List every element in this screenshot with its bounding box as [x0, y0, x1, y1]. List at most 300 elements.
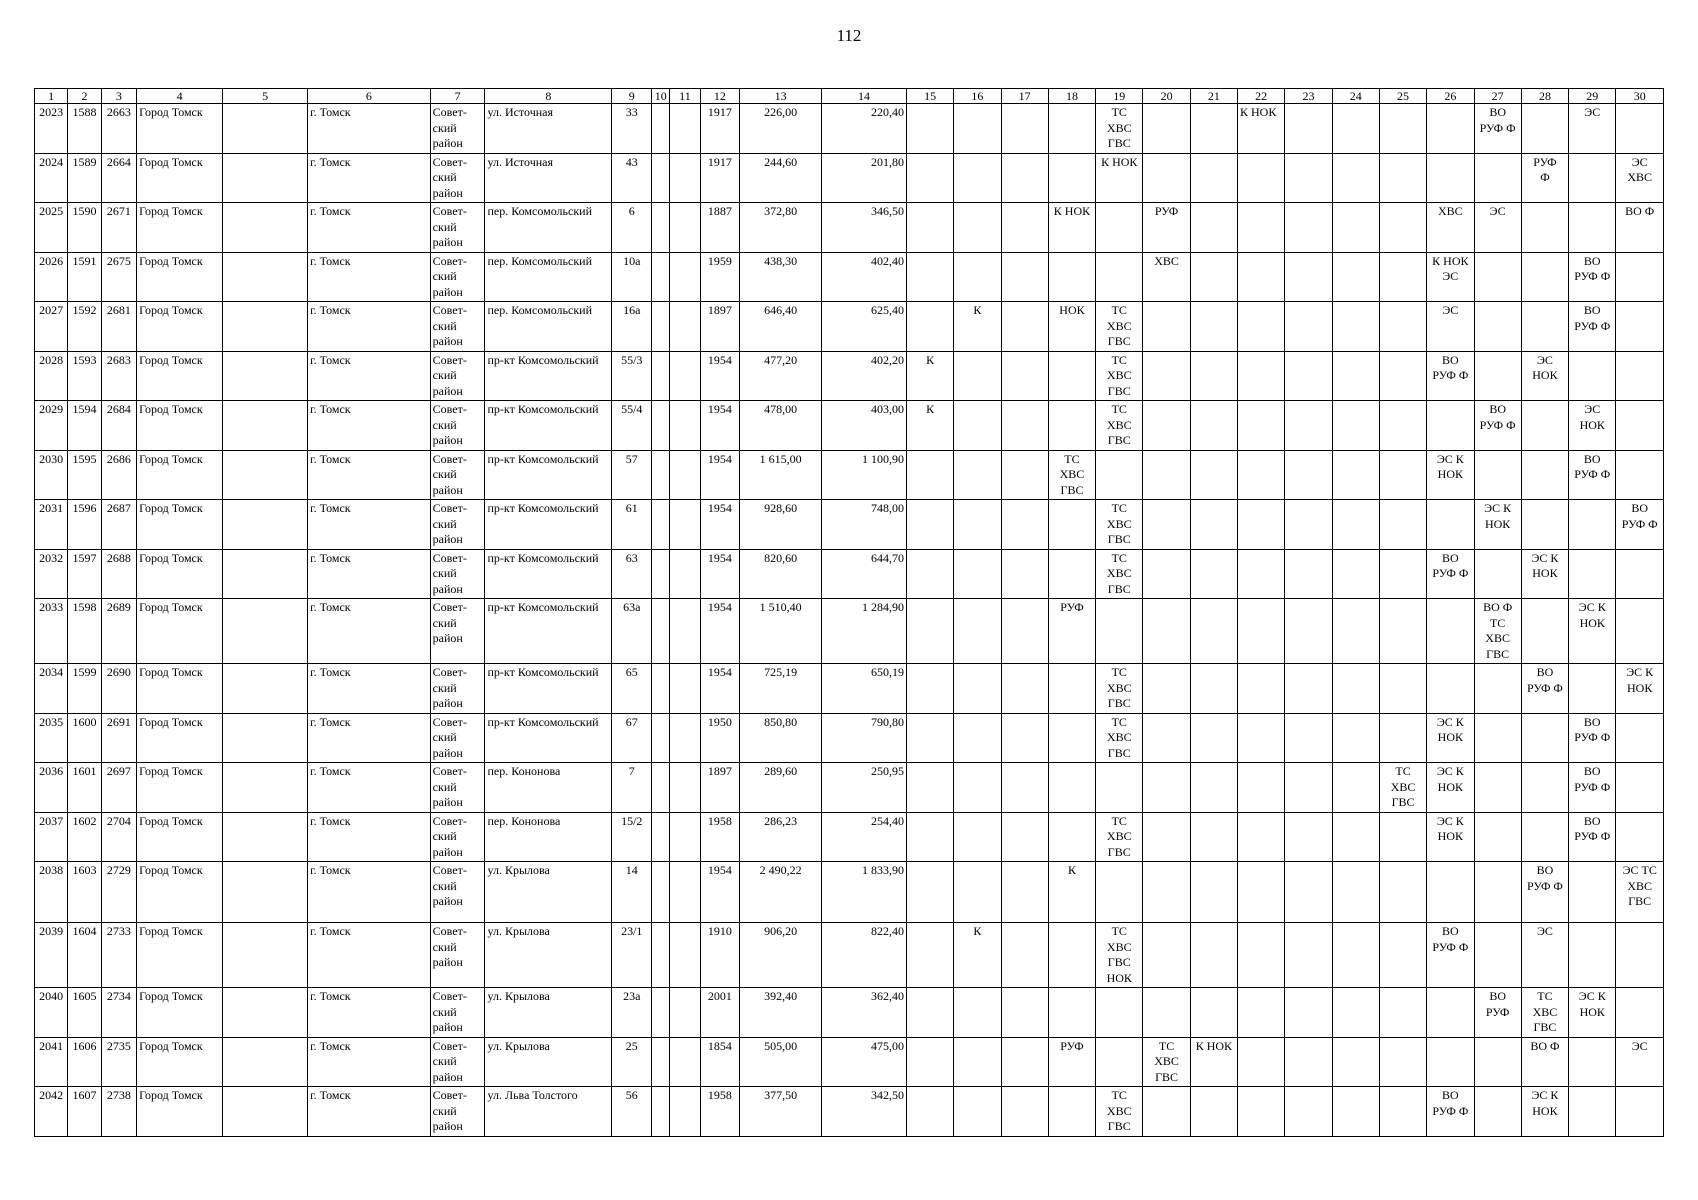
cell-col-7: Совет- ский район: [430, 713, 485, 763]
cell-col-21: [1190, 1087, 1237, 1137]
cell-col-23: [1285, 713, 1332, 763]
column-header-30: 30: [1616, 89, 1664, 104]
cell-col-1: 2029: [35, 401, 68, 451]
cell-col-17: [1001, 203, 1048, 253]
cell-col-12: 1954: [700, 599, 740, 664]
cell-col-29: [1569, 203, 1616, 253]
cell-col-25: [1379, 1037, 1426, 1087]
cell-col-14: 250,95: [822, 763, 907, 813]
cell-col-10: [652, 153, 670, 203]
cell-col-26: [1427, 401, 1474, 451]
cell-col-18: [1048, 401, 1095, 451]
cell-col-13: 646,40: [740, 302, 822, 352]
table-row: [35, 549, 1664, 599]
cell-col-16: [954, 1087, 1001, 1137]
cell-col-4: Город Томск: [137, 599, 223, 664]
cell-col-2: 1598: [68, 599, 101, 664]
cell-col-13: 850,80: [740, 713, 822, 763]
table-row: [35, 599, 1664, 664]
cell-col-24: [1332, 1087, 1379, 1137]
cell-col-21: [1190, 812, 1237, 862]
cell-col-6: г. Томск: [308, 1037, 431, 1087]
cell-col-11: [670, 988, 700, 1038]
cell-col-10: [652, 988, 670, 1038]
cell-col-14: 625,40: [822, 302, 907, 352]
cell-col-3: 2735: [101, 1037, 136, 1087]
column-header-9: 9: [612, 89, 652, 104]
cell-col-8: пр-кт Комсомольский: [485, 500, 612, 550]
cell-col-4: Город Томск: [137, 203, 223, 253]
cell-col-3: 2729: [101, 862, 136, 923]
cell-col-30: [1616, 302, 1664, 352]
table-row: [35, 500, 1664, 550]
cell-col-5: [223, 1087, 308, 1137]
table-row: [35, 302, 1664, 352]
cell-col-13: 244,60: [740, 153, 822, 203]
cell-col-19: ТС ХВС ГВС: [1096, 1087, 1143, 1137]
cell-col-17: [1001, 252, 1048, 302]
cell-col-5: [223, 923, 308, 988]
cell-col-21: [1190, 450, 1237, 500]
cell-col-13: 289,60: [740, 763, 822, 813]
cell-col-22: [1238, 812, 1285, 862]
cell-col-20: [1143, 763, 1190, 813]
column-header-13: 13: [740, 89, 822, 104]
cell-col-19: [1096, 988, 1143, 1038]
cell-col-2: 1601: [68, 763, 101, 813]
cell-col-18: [1048, 923, 1095, 988]
cell-col-10: [652, 252, 670, 302]
cell-col-14: 403,00: [822, 401, 907, 451]
cell-col-5: [223, 351, 308, 401]
cell-col-23: [1285, 599, 1332, 664]
cell-col-20: [1143, 862, 1190, 923]
cell-col-12: 1954: [700, 450, 740, 500]
cell-col-9: 16а: [612, 302, 652, 352]
cell-col-13: 1 615,00: [740, 450, 822, 500]
cell-col-15: [906, 450, 953, 500]
cell-col-8: ул. Крылова: [485, 988, 612, 1038]
cell-col-13: 377,50: [740, 1087, 822, 1137]
cell-col-26: ВО РУФ Ф: [1427, 351, 1474, 401]
cell-col-27: [1474, 1037, 1521, 1087]
cell-col-22: [1238, 923, 1285, 988]
cell-col-1: 2038: [35, 862, 68, 923]
cell-col-2: 1596: [68, 500, 101, 550]
table-row: [35, 713, 1664, 763]
cell-col-15: [906, 923, 953, 988]
cell-col-5: [223, 401, 308, 451]
table-row: [35, 988, 1664, 1038]
cell-col-3: 2733: [101, 923, 136, 988]
cell-col-1: 2035: [35, 713, 68, 763]
cell-col-28: ВО Ф: [1521, 1037, 1568, 1087]
cell-col-6: г. Томск: [308, 252, 431, 302]
cell-col-26: [1427, 599, 1474, 664]
cell-col-4: Город Томск: [137, 549, 223, 599]
cell-col-18: К НОК: [1048, 203, 1095, 253]
cell-col-16: [954, 500, 1001, 550]
cell-col-24: [1332, 252, 1379, 302]
cell-col-25: [1379, 104, 1426, 154]
cell-col-28: [1521, 500, 1568, 550]
column-header-12: 12: [700, 89, 740, 104]
table-row: [35, 923, 1664, 988]
cell-col-8: пр-кт Комсомольский: [485, 664, 612, 714]
cell-col-3: 2690: [101, 664, 136, 714]
cell-col-7: Совет- ский район: [430, 450, 485, 500]
cell-col-18: [1048, 252, 1095, 302]
cell-col-13: 286,23: [740, 812, 822, 862]
cell-col-28: [1521, 252, 1568, 302]
cell-col-25: [1379, 862, 1426, 923]
cell-col-8: пер. Кононова: [485, 812, 612, 862]
cell-col-5: [223, 450, 308, 500]
table-row: [35, 401, 1664, 451]
cell-col-16: [954, 763, 1001, 813]
header-row: [35, 89, 1664, 104]
cell-col-25: [1379, 664, 1426, 714]
cell-col-18: [1048, 549, 1095, 599]
cell-col-9: 56: [612, 1087, 652, 1137]
cell-col-17: [1001, 988, 1048, 1038]
table-row: [35, 763, 1664, 813]
cell-col-7: Совет- ский район: [430, 351, 485, 401]
cell-col-15: [906, 302, 953, 352]
cell-col-18: [1048, 713, 1095, 763]
cell-col-21: [1190, 664, 1237, 714]
cell-col-10: [652, 104, 670, 154]
cell-col-14: 790,80: [822, 713, 907, 763]
cell-col-25: [1379, 252, 1426, 302]
table-row: [35, 664, 1664, 714]
cell-col-30: [1616, 104, 1664, 154]
cell-col-6: г. Томск: [308, 713, 431, 763]
cell-col-7: Совет- ский район: [430, 401, 485, 451]
column-header-19: 19: [1096, 89, 1143, 104]
cell-col-30: [1616, 988, 1664, 1038]
cell-col-25: [1379, 500, 1426, 550]
cell-col-18: [1048, 812, 1095, 862]
cell-col-12: 1887: [700, 203, 740, 253]
cell-col-9: 55/4: [612, 401, 652, 451]
cell-col-4: Город Томск: [137, 500, 223, 550]
cell-col-24: [1332, 988, 1379, 1038]
cell-col-23: [1285, 153, 1332, 203]
cell-col-27: [1474, 549, 1521, 599]
cell-col-3: 2663: [101, 104, 136, 154]
cell-col-21: [1190, 153, 1237, 203]
cell-col-16: [954, 812, 1001, 862]
cell-col-30: ВО РУФ Ф: [1616, 500, 1664, 550]
cell-col-9: 63а: [612, 599, 652, 664]
column-header-5: 5: [223, 89, 308, 104]
cell-col-25: [1379, 812, 1426, 862]
column-header-26: 26: [1427, 89, 1474, 104]
cell-col-1: 2041: [35, 1037, 68, 1087]
cell-col-16: [954, 401, 1001, 451]
cell-col-9: 7: [612, 763, 652, 813]
cell-col-14: 650,19: [822, 664, 907, 714]
cell-col-10: [652, 302, 670, 352]
cell-col-3: 2689: [101, 599, 136, 664]
cell-col-7: Совет- ский район: [430, 252, 485, 302]
cell-col-6: г. Томск: [308, 549, 431, 599]
cell-col-9: 43: [612, 153, 652, 203]
cell-col-22: [1238, 1037, 1285, 1087]
cell-col-19: ТС ХВС ГВС: [1096, 302, 1143, 352]
cell-col-18: [1048, 664, 1095, 714]
cell-col-5: [223, 713, 308, 763]
cell-col-27: ВО РУФ: [1474, 988, 1521, 1038]
cell-col-2: 1599: [68, 664, 101, 714]
cell-col-1: 2028: [35, 351, 68, 401]
cell-col-11: [670, 500, 700, 550]
cell-col-24: [1332, 549, 1379, 599]
cell-col-3: 2738: [101, 1087, 136, 1137]
cell-col-23: [1285, 401, 1332, 451]
cell-col-9: 55/3: [612, 351, 652, 401]
cell-col-4: Город Томск: [137, 302, 223, 352]
cell-col-22: [1238, 450, 1285, 500]
cell-col-15: [906, 763, 953, 813]
cell-col-17: [1001, 500, 1048, 550]
cell-col-23: [1285, 549, 1332, 599]
cell-col-8: ул. Источная: [485, 104, 612, 154]
cell-col-7: Совет- ский район: [430, 812, 485, 862]
cell-col-27: [1474, 1087, 1521, 1137]
cell-col-30: [1616, 252, 1664, 302]
cell-col-8: ул. Крылова: [485, 923, 612, 988]
cell-col-28: РУФ Ф: [1521, 153, 1568, 203]
cell-col-4: Город Томск: [137, 450, 223, 500]
cell-col-7: Совет- ский район: [430, 500, 485, 550]
cell-col-7: Совет- ский район: [430, 104, 485, 154]
cell-col-1: 2024: [35, 153, 68, 203]
cell-col-7: Совет- ский район: [430, 862, 485, 923]
cell-col-22: [1238, 153, 1285, 203]
cell-col-25: [1379, 401, 1426, 451]
cell-col-23: [1285, 923, 1332, 988]
cell-col-5: [223, 500, 308, 550]
cell-col-13: 478,00: [740, 401, 822, 451]
cell-col-20: [1143, 500, 1190, 550]
cell-col-7: Совет- ский район: [430, 302, 485, 352]
column-header-8: 8: [485, 89, 612, 104]
cell-col-23: [1285, 763, 1332, 813]
cell-col-16: [954, 1037, 1001, 1087]
cell-col-17: [1001, 401, 1048, 451]
cell-col-20: [1143, 812, 1190, 862]
cell-col-1: 2039: [35, 923, 68, 988]
cell-col-14: 822,40: [822, 923, 907, 988]
cell-col-11: [670, 923, 700, 988]
cell-col-29: [1569, 153, 1616, 203]
cell-col-30: [1616, 812, 1664, 862]
cell-col-23: [1285, 862, 1332, 923]
cell-col-29: [1569, 664, 1616, 714]
cell-col-22: [1238, 549, 1285, 599]
cell-col-4: Город Томск: [137, 1037, 223, 1087]
cell-col-2: 1591: [68, 252, 101, 302]
cell-col-17: [1001, 599, 1048, 664]
table-row: [35, 1037, 1664, 1087]
cell-col-26: ЭС К НОК: [1427, 812, 1474, 862]
cell-col-26: [1427, 1037, 1474, 1087]
cell-col-5: [223, 988, 308, 1038]
cell-col-26: ВО РУФ Ф: [1427, 923, 1474, 988]
cell-col-8: пр-кт Комсомольский: [485, 713, 612, 763]
cell-col-25: [1379, 203, 1426, 253]
cell-col-29: ЭС К НОК: [1569, 599, 1616, 664]
cell-col-11: [670, 862, 700, 923]
cell-col-8: ул. Источная: [485, 153, 612, 203]
cell-col-14: 342,50: [822, 1087, 907, 1137]
column-header-25: 25: [1379, 89, 1426, 104]
cell-col-22: [1238, 763, 1285, 813]
cell-col-10: [652, 664, 670, 714]
cell-col-13: 928,60: [740, 500, 822, 550]
column-header-15: 15: [906, 89, 953, 104]
cell-col-18: [1048, 1087, 1095, 1137]
cell-col-25: [1379, 302, 1426, 352]
cell-col-29: ЭС К НОК: [1569, 988, 1616, 1038]
cell-col-23: [1285, 104, 1332, 154]
cell-col-30: [1616, 713, 1664, 763]
cell-col-9: 6: [612, 203, 652, 253]
cell-col-15: К: [906, 401, 953, 451]
cell-col-11: [670, 713, 700, 763]
cell-col-9: 57: [612, 450, 652, 500]
cell-col-16: [954, 713, 1001, 763]
table-row: [35, 450, 1664, 500]
cell-col-21: [1190, 252, 1237, 302]
cell-col-10: [652, 401, 670, 451]
cell-col-20: [1143, 1087, 1190, 1137]
column-header-27: 27: [1474, 89, 1521, 104]
cell-col-29: [1569, 500, 1616, 550]
cell-col-24: [1332, 153, 1379, 203]
cell-col-22: [1238, 351, 1285, 401]
cell-col-2: 1604: [68, 923, 101, 988]
cell-col-6: г. Томск: [308, 203, 431, 253]
cell-col-5: [223, 302, 308, 352]
cell-col-20: РУФ: [1143, 203, 1190, 253]
cell-col-30: [1616, 599, 1664, 664]
cell-col-3: 2686: [101, 450, 136, 500]
cell-col-22: [1238, 252, 1285, 302]
cell-col-24: [1332, 812, 1379, 862]
cell-col-14: 402,20: [822, 351, 907, 401]
cell-col-29: ЭС НОК: [1569, 401, 1616, 451]
cell-col-27: [1474, 713, 1521, 763]
cell-col-24: [1332, 500, 1379, 550]
cell-col-15: [906, 599, 953, 664]
cell-col-12: 1897: [700, 302, 740, 352]
cell-col-26: ХВС: [1427, 203, 1474, 253]
cell-col-16: [954, 104, 1001, 154]
cell-col-18: К: [1048, 862, 1095, 923]
cell-col-16: [954, 988, 1001, 1038]
cell-col-20: [1143, 401, 1190, 451]
cell-col-28: ТС ХВС ГВС: [1521, 988, 1568, 1038]
cell-col-15: [906, 713, 953, 763]
cell-col-18: [1048, 988, 1095, 1038]
cell-col-7: Совет- ский район: [430, 203, 485, 253]
column-header-16: 16: [954, 89, 1001, 104]
cell-col-18: РУФ: [1048, 1037, 1095, 1087]
cell-col-15: [906, 664, 953, 714]
cell-col-8: ул. Льва Толстого: [485, 1087, 612, 1137]
cell-col-22: [1238, 862, 1285, 923]
cell-col-19: ТС ХВС ГВС: [1096, 664, 1143, 714]
cell-col-9: 33: [612, 104, 652, 154]
cell-col-13: 438,30: [740, 252, 822, 302]
cell-col-9: 10а: [612, 252, 652, 302]
cell-col-7: Совет- ский район: [430, 1087, 485, 1137]
cell-col-7: Совет- ский район: [430, 664, 485, 714]
cell-col-18: [1048, 153, 1095, 203]
cell-col-27: [1474, 153, 1521, 203]
cell-col-26: ВО РУФ Ф: [1427, 1087, 1474, 1137]
cell-col-12: 1950: [700, 713, 740, 763]
cell-col-24: [1332, 203, 1379, 253]
cell-col-20: [1143, 351, 1190, 401]
cell-col-5: [223, 104, 308, 154]
cell-col-3: 2684: [101, 401, 136, 451]
cell-col-24: [1332, 450, 1379, 500]
cell-col-5: [223, 1037, 308, 1087]
column-header-7: 7: [430, 89, 485, 104]
cell-col-26: [1427, 988, 1474, 1038]
cell-col-9: 14: [612, 862, 652, 923]
table-row: [35, 153, 1664, 203]
cell-col-7: Совет- ский район: [430, 763, 485, 813]
cell-col-20: [1143, 664, 1190, 714]
cell-col-2: 1607: [68, 1087, 101, 1137]
cell-col-30: [1616, 401, 1664, 451]
cell-col-7: Совет- ский район: [430, 988, 485, 1038]
cell-col-28: ВО РУФ Ф: [1521, 862, 1568, 923]
cell-col-14: 644,70: [822, 549, 907, 599]
page-number: 112: [836, 26, 862, 45]
column-header-1: 1: [35, 89, 68, 104]
cell-col-9: 15/2: [612, 812, 652, 862]
cell-col-11: [670, 153, 700, 203]
cell-col-27: ВО РУФ Ф: [1474, 401, 1521, 451]
table-row: [35, 203, 1664, 253]
cell-col-6: г. Томск: [308, 104, 431, 154]
cell-col-30: ЭС ТС ХВС ГВС: [1616, 862, 1664, 923]
cell-col-18: РУФ: [1048, 599, 1095, 664]
cell-col-22: [1238, 713, 1285, 763]
cell-col-17: [1001, 351, 1048, 401]
cell-col-2: 1594: [68, 401, 101, 451]
cell-col-14: 362,40: [822, 988, 907, 1038]
table-row: [35, 252, 1664, 302]
table-row: [35, 862, 1664, 923]
cell-col-17: [1001, 664, 1048, 714]
cell-col-27: [1474, 664, 1521, 714]
cell-col-13: 505,00: [740, 1037, 822, 1087]
cell-col-16: [954, 862, 1001, 923]
cell-col-10: [652, 1037, 670, 1087]
cell-col-3: 2683: [101, 351, 136, 401]
column-header-3: 3: [101, 89, 136, 104]
cell-col-25: [1379, 599, 1426, 664]
cell-col-28: ВО РУФ Ф: [1521, 664, 1568, 714]
cell-col-16: К: [954, 923, 1001, 988]
